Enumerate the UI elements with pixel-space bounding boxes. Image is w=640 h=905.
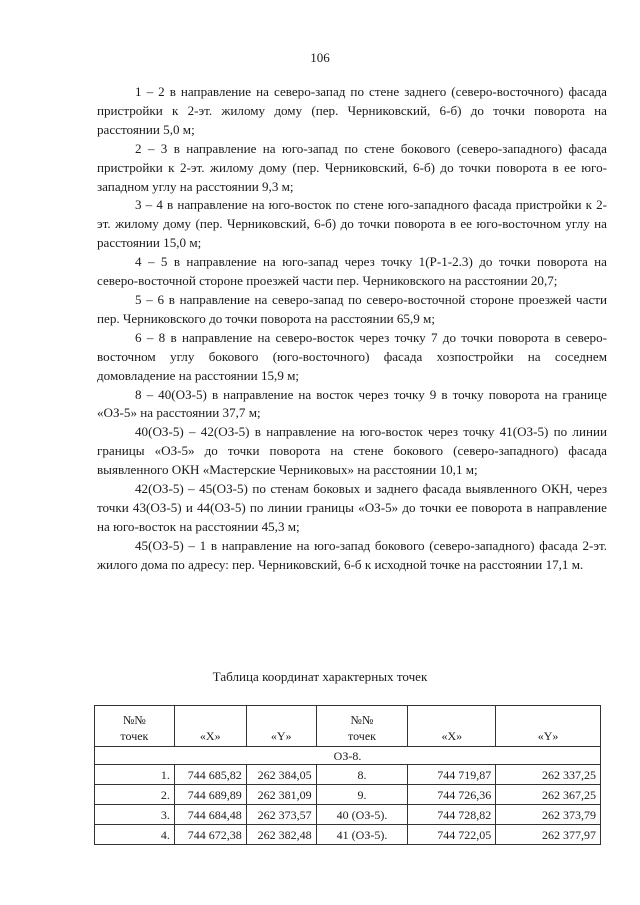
- point-number: 3.: [95, 805, 175, 825]
- point-number: 8.: [316, 765, 408, 785]
- paragraph: 6 – 8 в направление на северо-восток через точку 7 до точки поворота в северо-восточном углу бокового (юго-восточного) фасада хозпостройки на соседнем домовладение на расстоянии 15,9 м;: [97, 329, 607, 383]
- coord-x: 744 689,89: [174, 785, 246, 805]
- header-point-number: [95, 706, 175, 747]
- header-num-top: №№: [350, 713, 374, 727]
- header-x: «X»: [174, 706, 246, 747]
- table-row: [95, 805, 601, 825]
- paragraph: 42(ОЗ-5) – 45(ОЗ-5) по стенам боковых и заднего фасада выявленного ОКН, через точки 43(ОЗ-5) и 44(ОЗ-5) по линии границы «ОЗ-5» до точки ее поворота в направление на юго-восток на расстоянии 45,3 м;: [97, 481, 607, 534]
- coord-x: 744 672,38: [174, 825, 246, 845]
- coord-y: 262 381,09: [246, 785, 316, 805]
- coord-y: 262 337,25: [496, 765, 601, 785]
- header-x: «X»: [408, 706, 496, 747]
- table-header-row: [95, 706, 601, 747]
- coord-x: 744 726,36: [408, 785, 496, 805]
- coord-x: 744 719,87: [408, 765, 496, 785]
- coord-x: 744 684,48: [174, 805, 246, 825]
- coord-y: 262 373,79: [496, 805, 601, 825]
- header-y: «Y»: [496, 706, 601, 747]
- table-row: [95, 825, 601, 845]
- coord-y: 262 377,97: [496, 825, 601, 845]
- point-number: 41 (ОЗ-5).: [316, 825, 408, 845]
- paragraph: 45(ОЗ-5) – 1 в направление на юго-запад бокового (северо-западного) фасада 2-эт. жилого дома по адресу: пер. Черниковский, 6-б к исходной точке на расстоянии 17,1 м.: [97, 537, 607, 572]
- coord-y: 262 382,48: [246, 825, 316, 845]
- point-number: 40 (ОЗ-5).: [316, 805, 408, 825]
- header-num-top: №№: [122, 713, 146, 727]
- table-row: [95, 765, 601, 785]
- table-row: [95, 785, 601, 805]
- coord-y: 262 384,05: [246, 765, 316, 785]
- header-point-number: [316, 706, 408, 747]
- coordinates-table: [94, 705, 601, 845]
- point-number: 1.: [95, 765, 175, 785]
- paragraph: 2 – 3 в направление на юго-запад по стене бокового (северо-западного) фасада пристройки к 2-эт. жилому дому (пер. Черниковский, 6-б) до точки поворота в ее юго-западном углу на расстоянии 9,3 м;: [97, 140, 607, 194]
- paragraph: 40(ОЗ-5) – 42(ОЗ-5) в направление на юго-восток через точку 41(ОЗ-5) по линии границы «ОЗ-5» до точки поворота на стене бокового (северо-западного) фасада выявленного ОКН «Мастерские Черниковых» на расстоянии 10,1 м;: [97, 424, 607, 478]
- point-number: 9.: [316, 785, 408, 805]
- paragraph: 1 – 2 в направление на северо-запад по стене заднего (северо-восточного) фасада пристройки к 2-эт. жилому дому (пер. Черниковский, 6-б) до точки поворота на расстоянии 5,0 м;: [97, 84, 607, 137]
- coord-x: 744 728,82: [408, 805, 496, 825]
- header-y: «Y»: [246, 706, 316, 747]
- point-number: 4.: [95, 825, 175, 845]
- paragraph: 8 – 40(ОЗ-5) в направление на восток через точку 9 в точку поворота на границе «ОЗ-5» на расстоянии 37,7 м;: [97, 386, 607, 421]
- boundary-description: [97, 83, 607, 575]
- paragraph: 4 – 5 в направление на юго-запад через точку 1(Р-1-2.3) до точки поворота на северо-восточной стороне проезжей части пер. Черниковского на расстоянии 20,7;: [97, 254, 607, 289]
- point-number: 2.: [95, 785, 175, 805]
- table-group-row: [95, 747, 601, 765]
- header-num-bottom: точек: [348, 729, 376, 743]
- paragraph: 5 – 6 в направление на северо-запад по северо-восточной стороне проезжей части пер. Черниковского до точки поворота на расстоянии 65,9 м;: [97, 291, 607, 326]
- group-label: ОЗ-8.: [95, 747, 601, 765]
- table-title: Таблица координат характерных точек: [212, 669, 428, 684]
- header-num-bottom: точек: [120, 729, 149, 743]
- coord-y: 262 367,25: [496, 785, 601, 805]
- coord-x: 744 685,82: [174, 765, 246, 785]
- coord-y: 262 373,57: [246, 805, 316, 825]
- page-number: 106: [310, 50, 330, 65]
- coord-x: 744 722,05: [408, 825, 496, 845]
- paragraph: 3 – 4 в направление на юго-восток по стене юго-западного фасада пристройки к 2-эт. жилому дому (пер. Черниковский, 6-б) до точки поворота в ее юго-восточном углу на расстоянии 15,0 м;: [97, 197, 607, 251]
